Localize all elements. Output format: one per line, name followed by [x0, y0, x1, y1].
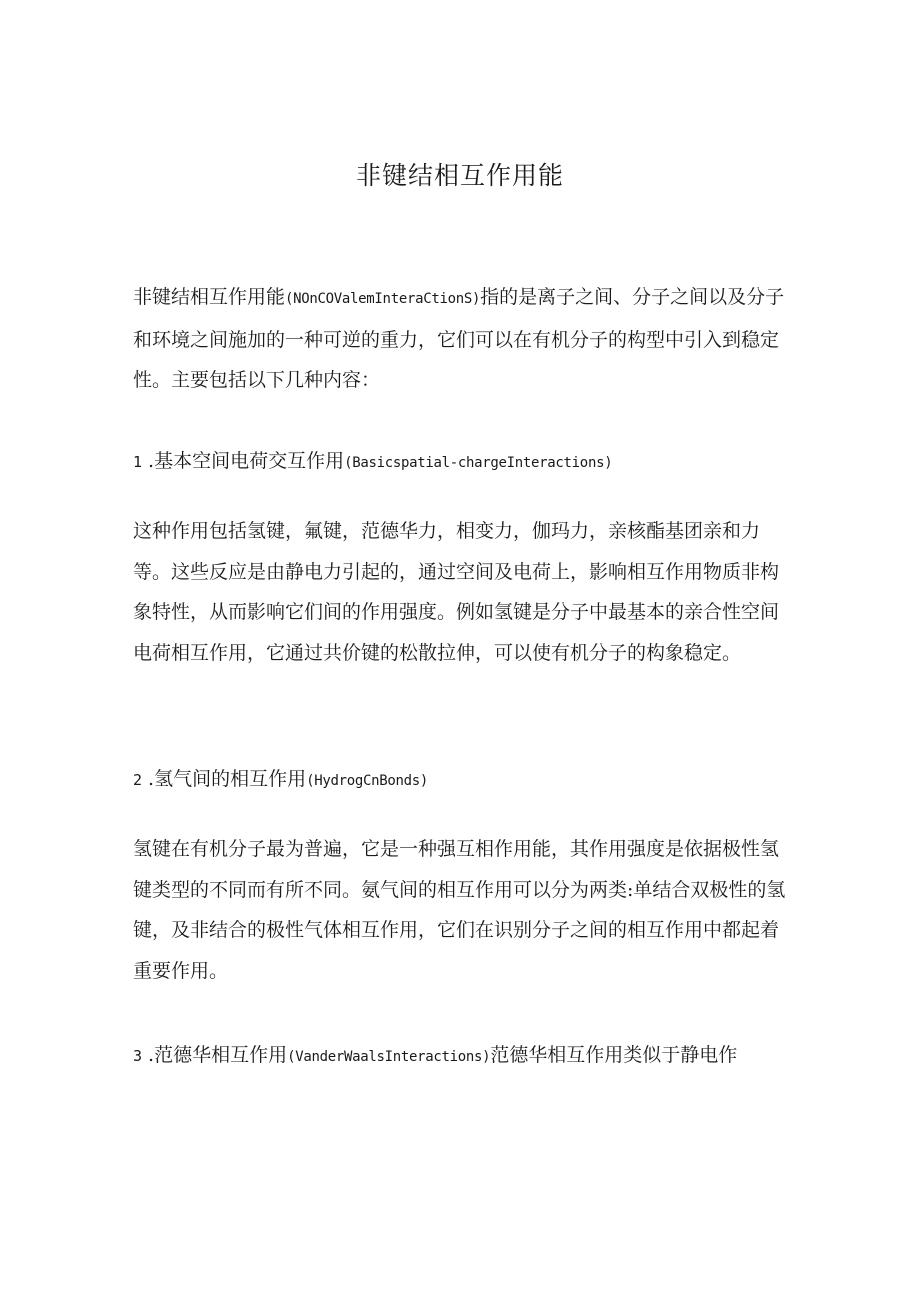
intro-text-rest: 指的是离子之间、分子之间以及分子和环境之间施加的一种可逆的重力，它们可以在有机分子的构型中引入到稳定性。主要包括以下几种内容： [133, 286, 785, 391]
section-1-title: .基本空间电荷交互作用 [148, 450, 345, 472]
document-title: 非键结相互作用能 [355, 161, 564, 190]
section-3-code: (VanderWaalsInteractions) [287, 1049, 491, 1065]
intro-paragraph [133, 277, 788, 401]
section-1-heading [133, 446, 612, 478]
section-2-code: (HydrogCnBonds) [306, 773, 429, 789]
intro-text-start: 非键结相互作用能 [133, 286, 286, 308]
section-1-body: 这种作用包括氢键，氟键，范德华力，相变力，伽玛力，亲核酯基团亲和力等。这些反应是由静电力引起的，通过空间及电荷上，影响相互作用物质非构象特性，从而影响它们间的作用强度。例如氢键是分子中最基本的亲合性空间电荷相互作用，它通过共价键的松散拉伸，可以使有机分子的构象稳定。 [133, 520, 780, 664]
section-2-number: 2 [133, 771, 143, 789]
section-3-heading [133, 1040, 737, 1072]
intro-code: (NOnCOValemInteraCtionS) [285, 291, 481, 307]
section-2-title: .氢气间的相互作用 [148, 768, 307, 790]
section-3-number: 3 [133, 1047, 143, 1065]
section-3-tail: 范德华相互作用类似于静电作 [490, 1044, 738, 1066]
section-1-number: 1 [133, 453, 143, 471]
section-3-title: .范德华相互作用 [148, 1044, 288, 1066]
section-2-heading [133, 764, 428, 796]
section-2-body: 氢键在有机分子最为普遍，它是一种强互相作用能，其作用强度是依据极性氢键类型的不同而有所不同。氨气间的相互作用可以分为两类:单结合双极性的氢键，及非结合的极性气体相互作用，它们在识别分子之间的相互作用中都起着重要作用。 [133, 838, 786, 982]
section-1-code: (Basicspatial-chargeInteractions) [344, 455, 613, 471]
